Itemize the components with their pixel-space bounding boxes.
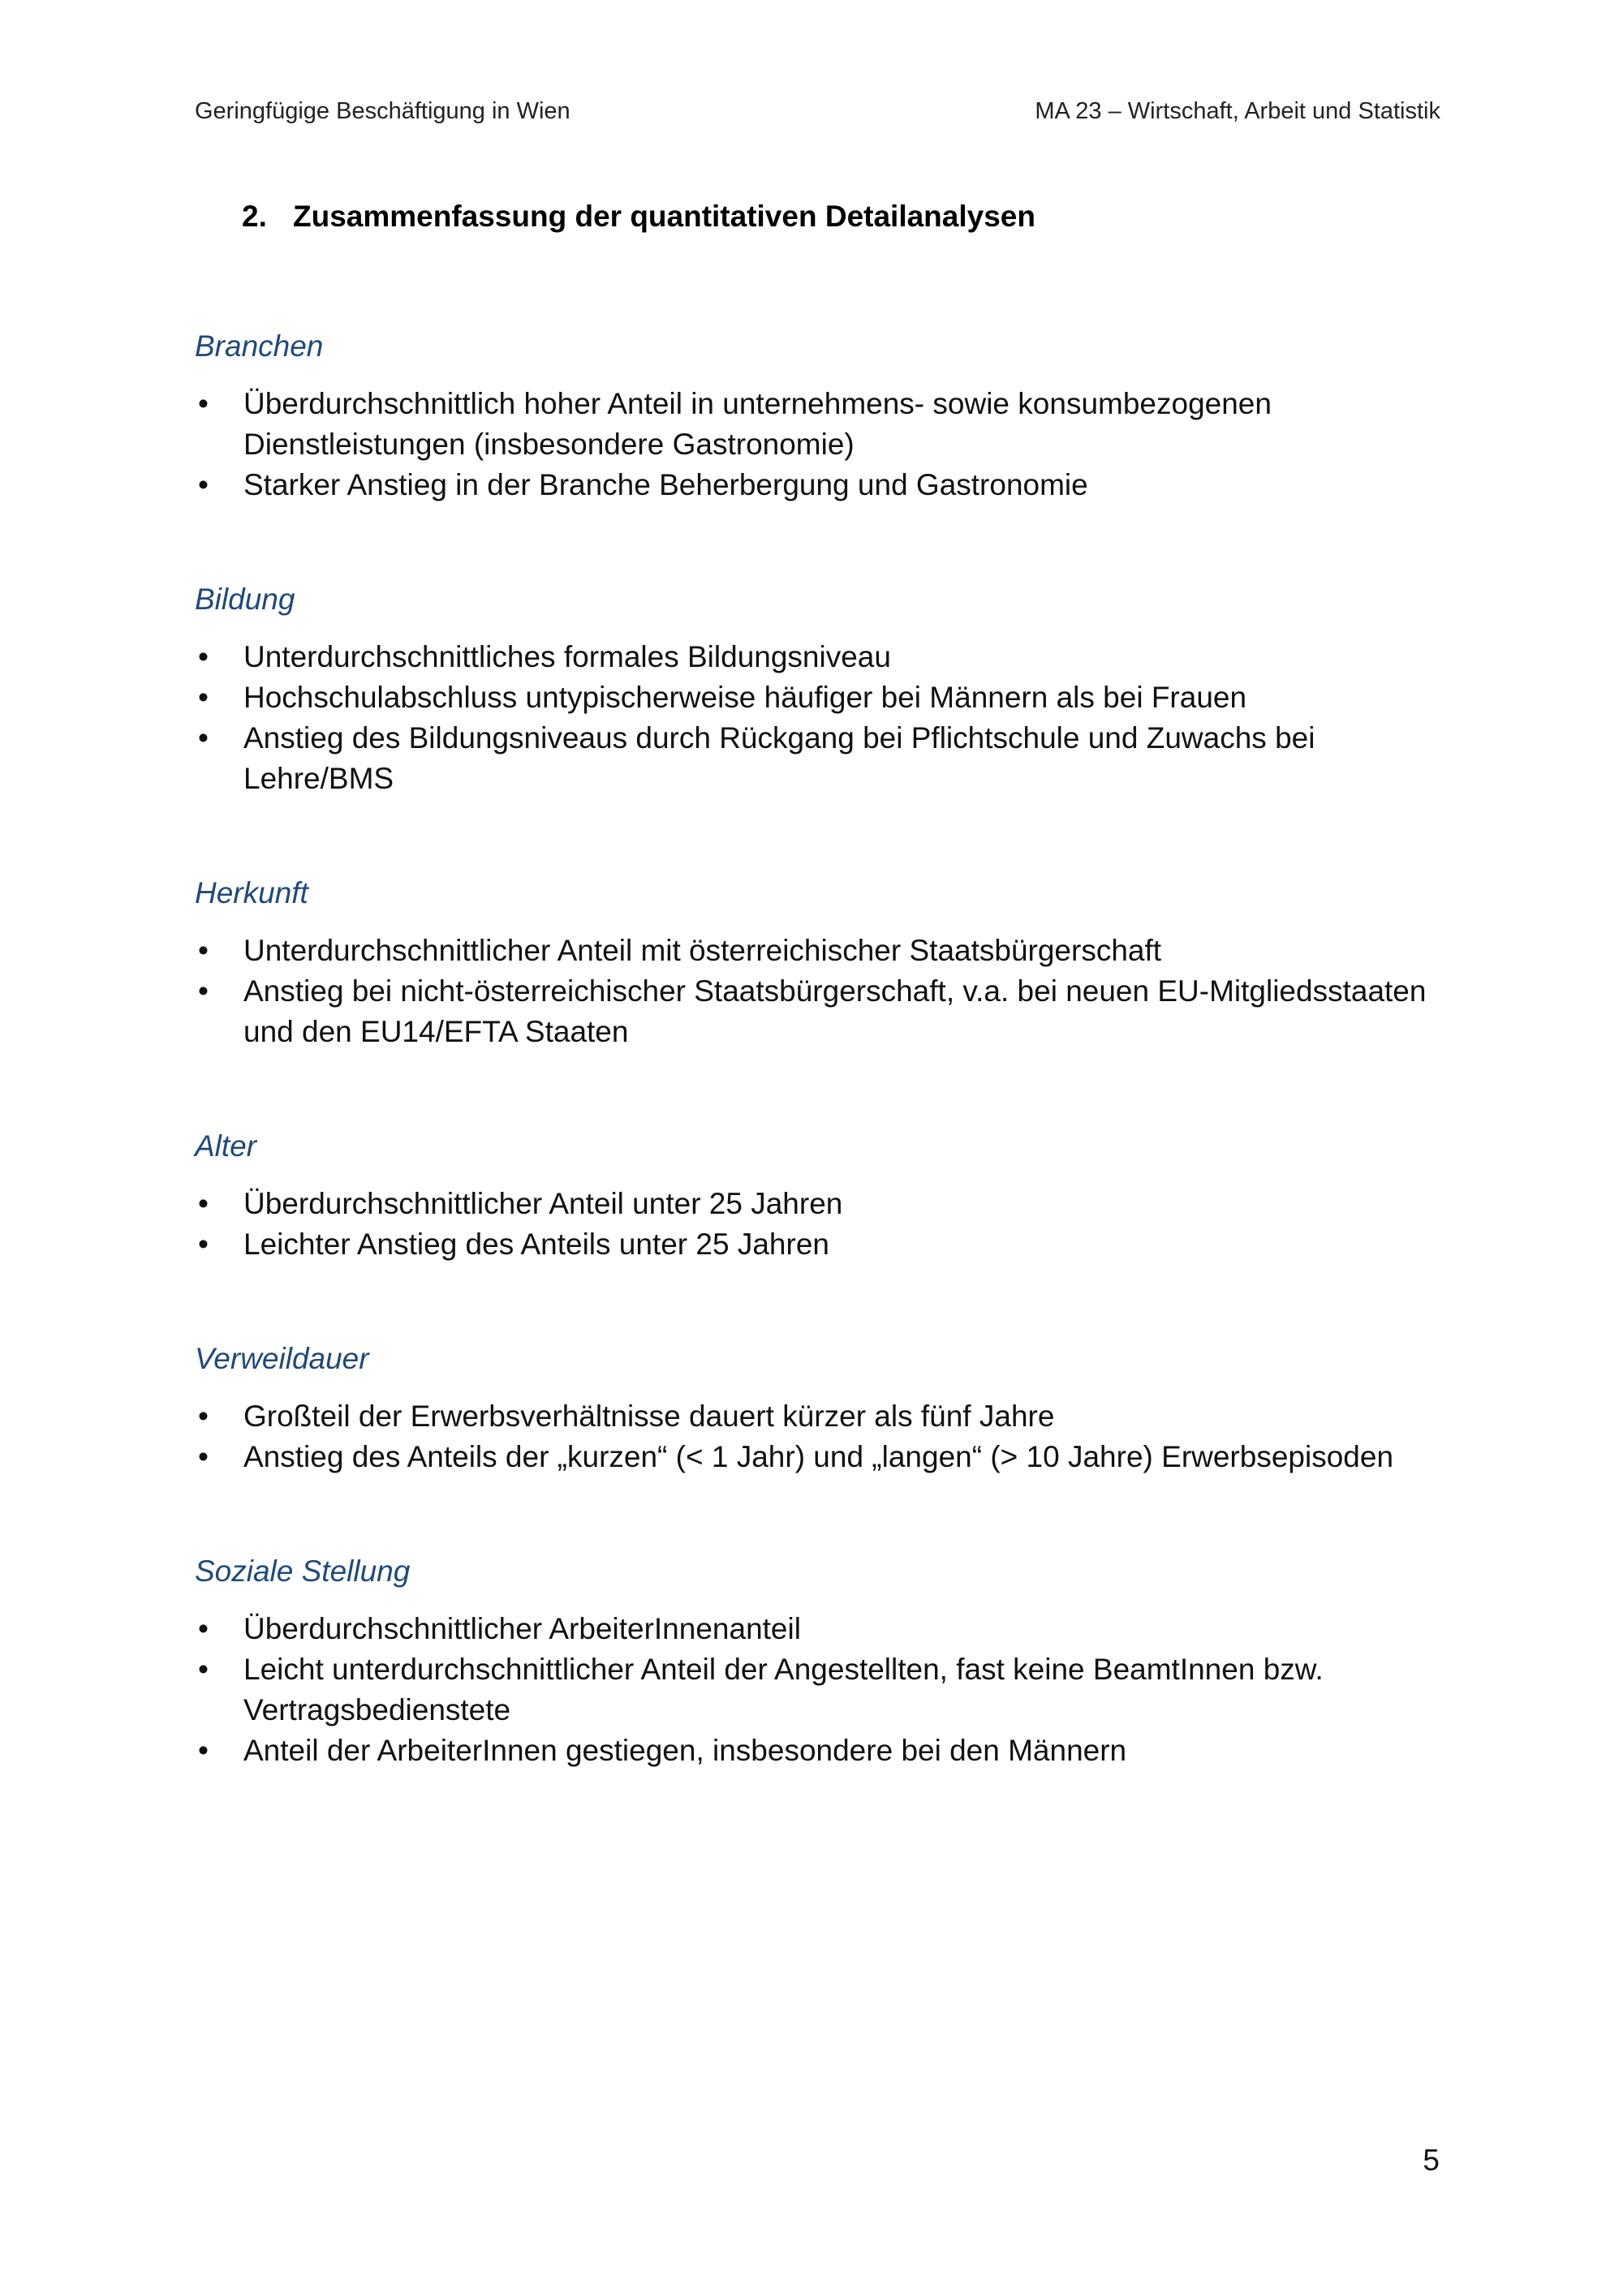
running-header — [195, 95, 1440, 127]
chapter-number: 2. — [242, 200, 267, 233]
chapter-title-text: Zusammenfassung der quantitativen Detailanalysen — [293, 200, 1035, 233]
list-item — [195, 465, 1298, 505]
page-number: 5 — [1423, 2143, 1440, 2177]
section-heading: Verweildauer — [195, 1342, 369, 1375]
bullet-list — [195, 1396, 1461, 1477]
list-item — [195, 677, 1363, 718]
bullet-marker: • — [198, 468, 209, 501]
list-item — [195, 718, 1363, 799]
bullet-marker: • — [198, 1228, 209, 1261]
section-soziale-stellung — [195, 1551, 1461, 1771]
list-item — [195, 384, 1298, 465]
list-item — [195, 637, 1363, 677]
list-item-text: Hochschulabschluss untypischerweise häufiger bei Männern als bei Frauen — [243, 681, 1247, 714]
list-item — [195, 1396, 1461, 1437]
list-item — [195, 1184, 1461, 1224]
bullet-list — [195, 1184, 1461, 1265]
list-item-text: Anstieg des Bildungsniveaus durch Rückgang bei Pflichtschule und Zuwachs bei Lehre/BMS — [243, 721, 1315, 795]
section-alter — [195, 1126, 1461, 1265]
header-document-title: Geringfügige Beschäftigung in Wien — [195, 98, 570, 124]
bullet-marker: • — [198, 1612, 209, 1645]
list-item — [195, 1649, 1363, 1731]
list-item-text: Überdurchschnittlich hoher Anteil in unternehmens- sowie konsumbezogenen Dienstleistungen (insbesondere Gastronomie) — [243, 387, 1272, 461]
list-item — [195, 931, 1461, 971]
list-item-text: Überdurchschnittlicher Anteil unter 25 Jahren — [243, 1187, 843, 1220]
section-branchen — [195, 326, 1461, 505]
section-bildung — [195, 579, 1461, 799]
list-item-text: Leichter Anstieg des Anteils unter 25 Jahren — [243, 1228, 829, 1261]
bullet-marker: • — [198, 721, 209, 755]
section-heading: Branchen — [195, 329, 324, 363]
bullet-list — [195, 637, 1363, 799]
bullet-list — [195, 1609, 1363, 1771]
list-item-text: Unterdurchschnittlicher Anteil mit österreichischer Staatsbürgerschaft — [243, 934, 1162, 967]
list-item-text: Leicht unterdurchschnittlicher Anteil der Angestellten, fast keine BeamtInnen bzw. Vertragsbedienstete — [243, 1653, 1324, 1726]
list-item-text: Anstieg des Anteils der „kurzen“ (< 1 Jahr) und „langen“ (> 10 Jahre) Erwerbsepisoden — [243, 1440, 1394, 1473]
section-heading: Soziale Stellung — [195, 1554, 411, 1588]
bullet-marker: • — [198, 934, 209, 967]
bullet-marker: • — [198, 1653, 209, 1686]
bullet-marker: • — [198, 1400, 209, 1433]
bullet-list — [195, 384, 1298, 505]
bullet-marker: • — [198, 1187, 209, 1220]
list-item-text: Überdurchschnittlicher ArbeiterInnenanteil — [243, 1612, 801, 1645]
list-item — [195, 1609, 1363, 1649]
bullet-marker: • — [198, 1734, 209, 1767]
bullet-marker: • — [198, 387, 209, 420]
chapter-title — [242, 196, 1035, 237]
section-herkunft — [195, 873, 1461, 1052]
section-heading: Alter — [195, 1129, 257, 1163]
list-item-text: Anteil der ArbeiterInnen gestiegen, insbesondere bei den Männern — [243, 1734, 1127, 1767]
list-item — [195, 1224, 1461, 1265]
bullet-marker: • — [198, 681, 209, 714]
bullet-marker: • — [198, 974, 209, 1008]
bullet-marker: • — [198, 640, 209, 673]
section-heading: Bildung — [195, 583, 295, 616]
list-item-text: Unterdurchschnittliches formales Bildungsniveau — [243, 640, 891, 673]
header-department: MA 23 – Wirtschaft, Arbeit und Statistik — [1035, 98, 1440, 124]
list-item-text: Großteil der Erwerbsverhältnisse dauert kürzer als fünf Jahre — [243, 1400, 1055, 1433]
section-heading: Herkunft — [195, 876, 308, 909]
list-item — [195, 971, 1461, 1052]
bullet-marker: • — [198, 1440, 209, 1473]
list-item — [195, 1731, 1363, 1771]
list-item — [195, 1437, 1461, 1477]
bullet-list — [195, 931, 1461, 1052]
list-item-text: Starker Anstieg in der Branche Beherbergung und Gastronomie — [243, 468, 1088, 501]
list-item-text: Anstieg bei nicht-österreichischer Staatsbürgerschaft, v.a. bei neuen EU-Mitgliedsstaaten und den EU14/EFTA Staaten — [243, 974, 1427, 1048]
section-verweildauer — [195, 1339, 1461, 1477]
